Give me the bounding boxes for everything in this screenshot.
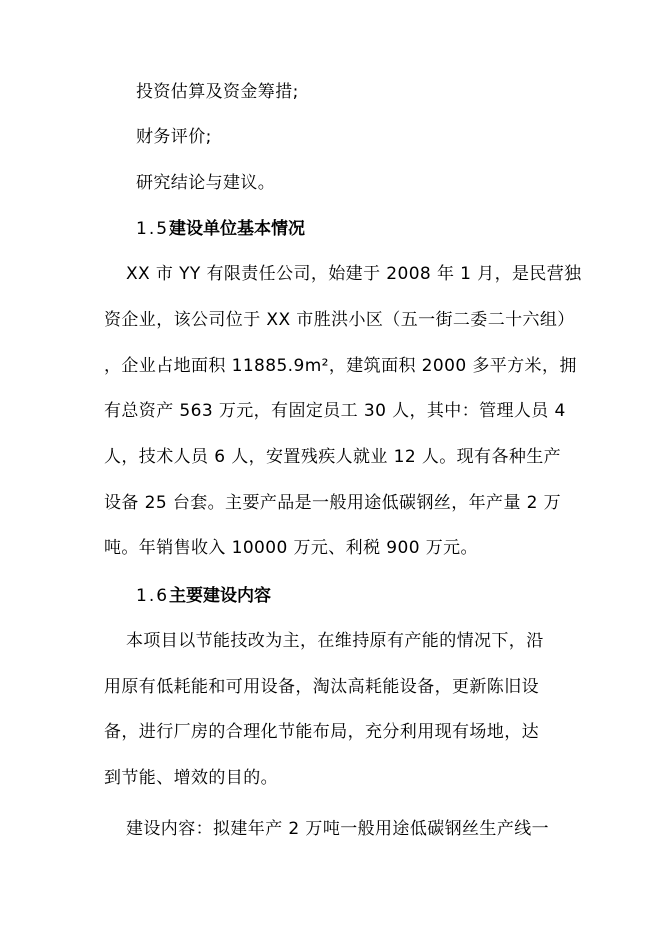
list-item-investment: 投资估算及资金筹措; [136,82,299,102]
body-line: 有总资产 563 万元，有固定员工 30 人，其中：管理人员 4 [104,401,566,421]
body-line: 吨。年销售收入 10000 万元、利税 900 万元。 [104,538,478,558]
body-line: 用原有低耗能和可用设备，淘汰高耗能设备，更新陈旧设 [104,677,539,697]
section-title: 主要建设内容 [169,586,272,606]
section-heading-1-5 [136,217,305,241]
body-line: 设备 25 台套。主要产品是一般用途低碳钢丝，年产量 2 万 [104,493,562,513]
section-title: 建设单位基本情况 [169,219,306,239]
body-line: ，企业占地面积 11885.9m²，建筑面积 2000 多平方米，拥 [104,356,577,376]
body-line: 到节能、增效的目的。 [104,768,278,788]
list-item-conclusion: 研究结论与建议。 [136,173,276,193]
section-number: 1.5 [136,219,170,239]
body-line: 本项目以节能技改为主，在维持原有产能的情况下，沿 [126,631,544,651]
body-line: 备，进行厂房的合理化节能布局，充分利用现有场地，达 [104,722,539,742]
list-item-financial: 财务评价; [136,127,212,147]
body-line: 资企业，该公司位于 XX 市胜洪小区（五一街二委二十六组） [104,310,575,330]
body-line: 人，技术人员 6 人，安置残疾人就业 12 人。现有各种生产 [104,447,562,467]
section-heading-1-6 [136,584,271,608]
body-line: XX 市 YY 有限责任公司，始建于 2008 年 1 月，是民营独 [126,264,582,284]
section-number: 1.6 [136,586,170,606]
body-line: 建设内容：拟建年产 2 万吨一般用途低碳钢丝生产线一 [126,819,550,839]
